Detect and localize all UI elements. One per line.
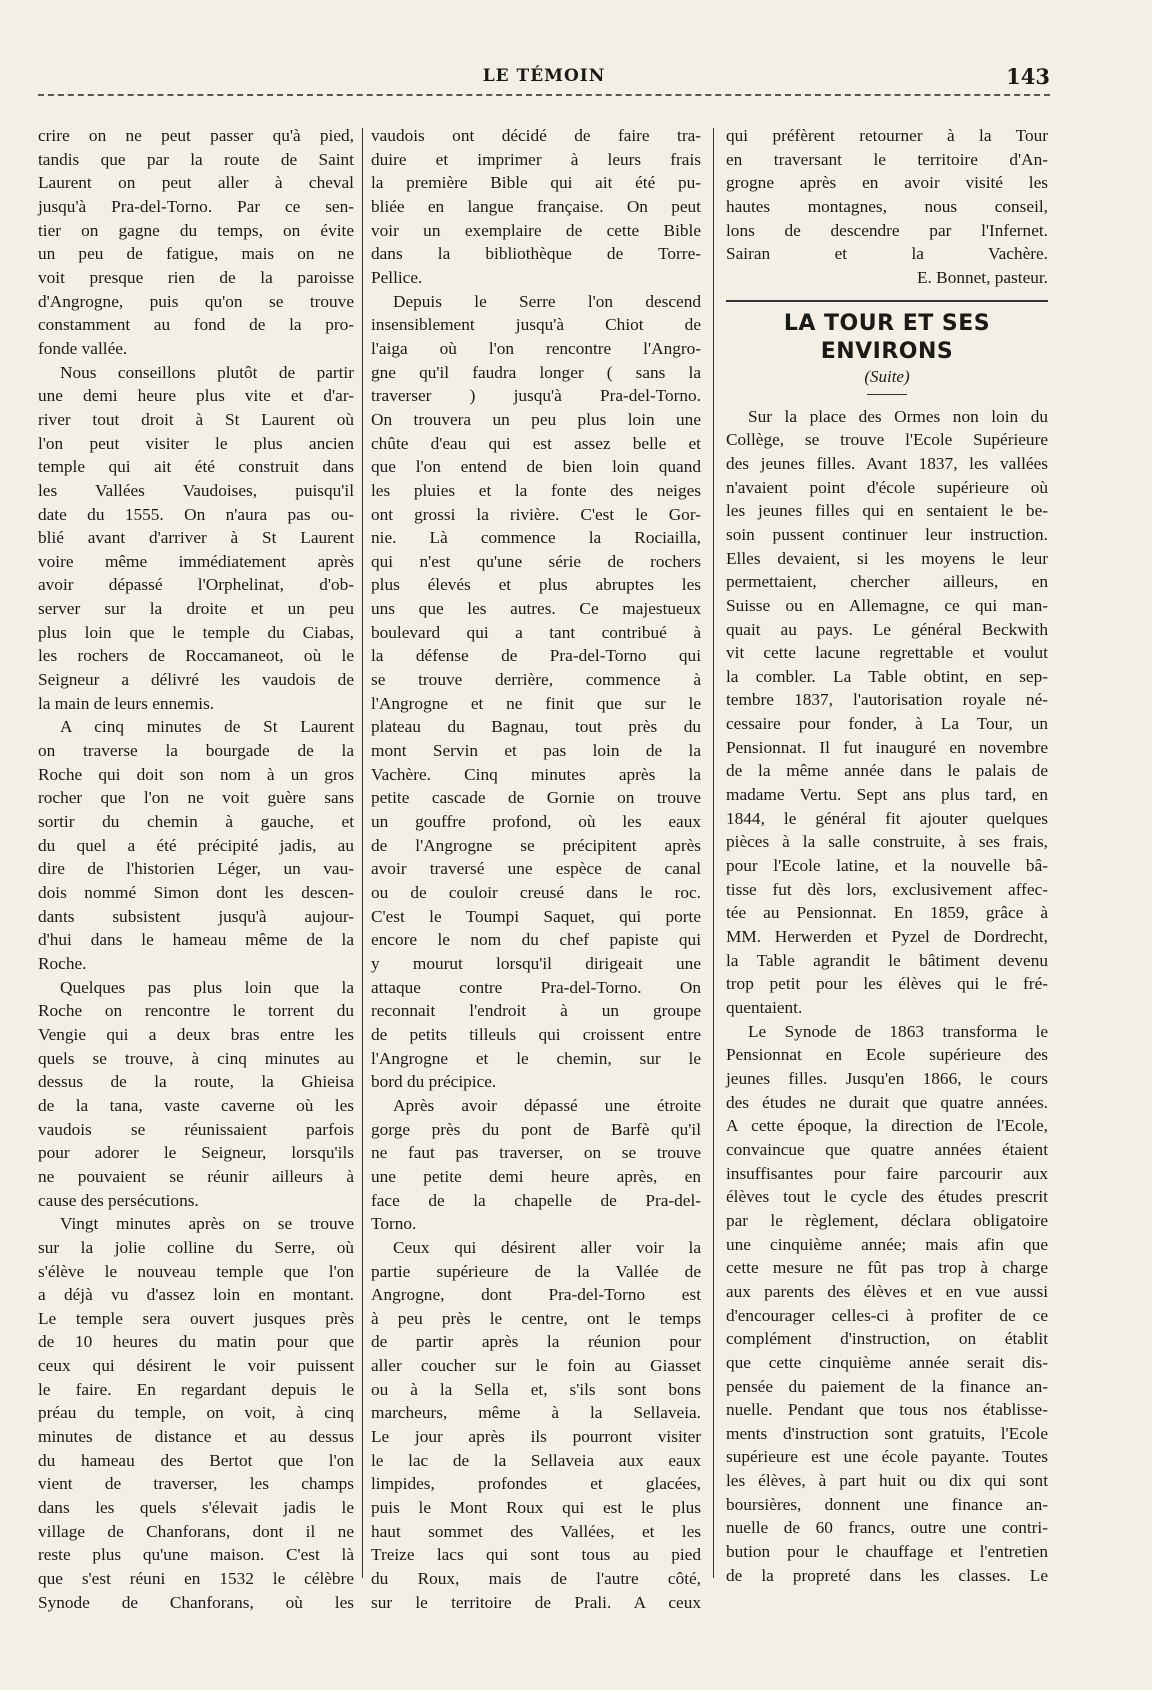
- text-line: vaudois se réunissaient parfois: [38, 1119, 354, 1139]
- text-line: Ceux qui désirent aller voir la: [393, 1237, 701, 1257]
- text-line: tier on gagne du temps, on évite: [38, 220, 354, 240]
- text-line: Pensionnat en Ecole supérieure des: [726, 1045, 1048, 1065]
- text-line: minutes de distance et au dessus: [38, 1427, 354, 1447]
- text-line: pour adorer le Seigneur, lorsqu'ils: [38, 1143, 354, 1163]
- text-line: quels se trouve, à cinq minutes au: [38, 1048, 354, 1068]
- text-line: A cette époque, la direction de l'Ecole,: [726, 1116, 1048, 1136]
- text-column-3: [726, 124, 1048, 1587]
- text-line: Laurent on peut aller à cheval: [38, 173, 354, 193]
- text-line: ou à la Sella et, s'ils sont bons: [371, 1379, 701, 1399]
- text-line: Roche.: [38, 953, 87, 973]
- text-line: dessus de la route, la Ghieisa: [38, 1072, 354, 1092]
- page-number: 143: [1006, 64, 1050, 89]
- text-line: l'Angrogne et le chemin, sur le: [371, 1048, 701, 1068]
- text-line: boulevard qui a tant contribué à: [371, 622, 701, 642]
- text-line: chûte d'eau qui est assez belle et: [371, 433, 701, 453]
- text-line: nuelle. Pendant que tous nos établisse-: [726, 1400, 1048, 1420]
- text-line: a déjà vu d'assez loin en montant.: [38, 1285, 354, 1305]
- text-line: nuelle de 60 francs, outre une contri-: [726, 1518, 1048, 1538]
- text-line: ne pouvaient se réunir ailleurs à: [38, 1166, 354, 1186]
- text-line: complément d'instruction, on établit: [726, 1329, 1048, 1349]
- text-line: sur la jolie colline du Serre, où: [38, 1237, 354, 1257]
- text-line: de la tana, vaste caverne où les: [38, 1095, 354, 1115]
- text-line: Roche qui doit son nom à un gros: [38, 764, 354, 784]
- column-divider: [362, 128, 363, 1578]
- text-line: Vachère. Cinq minutes après la: [371, 764, 701, 784]
- text-line: dants subsistent jusqu'à aujour-: [38, 906, 354, 926]
- text-line: tembre 1837, l'autorisation royale né-: [726, 690, 1048, 710]
- text-line: pièces à la salle construite, à ses frais,: [726, 832, 1048, 852]
- text-line: mont Servin et pas loin de la: [371, 741, 701, 761]
- text-line: Le jour après ils pourront visiter: [371, 1427, 701, 1447]
- text-line: la main de leurs ennemis.: [38, 693, 215, 713]
- text-column-2: [371, 124, 701, 1614]
- text-line: trop petit pour les élèves qui le fré-: [726, 974, 1048, 994]
- text-line: d'encourager celles-ci à profiter de ce: [726, 1305, 1048, 1325]
- text-line: voir un exemplaire de cette Bible: [371, 220, 701, 240]
- text-line: traverser ) jusqu'à Pra-del-Torno.: [371, 386, 701, 406]
- text-line: bord du précipice.: [371, 1072, 497, 1092]
- text-line: une demi heure plus vite et d'ar-: [38, 386, 354, 406]
- text-line: les pluies et la fonte des neiges: [371, 480, 701, 500]
- text-line: Après avoir dépassé une étroite: [393, 1095, 701, 1115]
- text-line: Pensionnat. Il fut inauguré en novembre: [726, 737, 1048, 757]
- text-line: temple qui ait été construit dans: [38, 457, 354, 477]
- text-line: des jeunes filles. Avant 1837, les vallées: [726, 453, 1048, 473]
- text-line: lons de descendre par l'Infernet.: [726, 220, 1048, 240]
- text-line: avoir traversé une espèce de canal: [371, 859, 701, 879]
- text-line: crire on ne peut passer qu'à pied,: [38, 126, 354, 145]
- text-line: insuffisantes pour faire parcourir aux: [726, 1163, 1048, 1183]
- text-line: Synode de Chanforans, où les: [38, 1592, 354, 1612]
- column-divider: [713, 128, 714, 1578]
- text-line: une cinquième année; mais afin que: [726, 1234, 1048, 1254]
- text-line: river tout droit à St Laurent où: [38, 409, 354, 429]
- text-line: soin pussent continuer leur instruction.: [726, 524, 1048, 544]
- text-line: le faire. En regardant depuis le: [38, 1379, 354, 1399]
- text-line: les rochers de Roccamaneot, où le: [38, 646, 354, 666]
- text-line: Vingt minutes après on se trouve: [60, 1214, 354, 1234]
- text-line: Sur la place des Ormes non loin du: [748, 406, 1048, 426]
- text-line: de 10 heures du matin pour que: [38, 1332, 354, 1352]
- text-line: les jeunes filles qui en sentaient le be-: [726, 501, 1048, 521]
- text-line: la défense de Pra-del-Torno qui: [371, 646, 701, 666]
- text-line: l'on peut visiter le plus ancien: [38, 433, 354, 453]
- text-line: gne qu'il faudra longer ( sans la: [371, 362, 701, 382]
- text-line: Suisse ou en Allemagne, ce qui man-: [726, 595, 1048, 615]
- text-line: de la propreté dans les classes. Le: [726, 1565, 1048, 1585]
- text-line: une petite demi heure après, en: [371, 1166, 701, 1186]
- text-line: pour l'Ecole latine, et la nouvelle bâ-: [726, 856, 1048, 876]
- text-line: un gouffre profond, où les eaux: [371, 812, 701, 832]
- text-line: uns que les autres. Ce majestueux: [371, 599, 701, 619]
- text-line: la Table agrandit le bâtiment devenu: [726, 950, 1048, 970]
- text-line: du hameau des Bertot que l'on: [38, 1450, 354, 1470]
- text-line: préau du temple, on voit, à cinq: [38, 1403, 354, 1423]
- text-line: bliée en langue française. On peut: [371, 196, 701, 216]
- text-line: sortir du chemin à gauche, et: [38, 812, 354, 832]
- text-line: Elles devaient, si les moyens le leur: [726, 548, 1048, 568]
- text-line: blié avant d'arriver à St Laurent: [38, 528, 354, 548]
- text-line: cessaire pour fonder, à La Tour, un: [726, 714, 1048, 734]
- text-line: limpides, profondes et glacées,: [371, 1474, 701, 1494]
- text-line: convaincue que quatre années étaient: [726, 1139, 1048, 1159]
- text-line: ou de couloir creusé dans le roc.: [371, 883, 701, 902]
- text-line: partie supérieure de la Vallée de: [371, 1261, 701, 1281]
- text-line: Vengie qui a deux bras entre les: [38, 1024, 354, 1044]
- text-line: par le règlement, déclara obligatoire: [726, 1210, 1048, 1230]
- text-line: se trouve derrière, commence à: [371, 670, 701, 690]
- text-line: haut sommet des Vallées, et les: [371, 1521, 701, 1541]
- text-line: gorge près du pont de Barfè qu'il: [371, 1119, 701, 1139]
- text-line: ne faut pas traverser, on se trouve: [371, 1143, 701, 1163]
- text-line: tée au Pensionnat. En 1859, grâce à: [726, 903, 1048, 923]
- section-divider: [726, 300, 1048, 302]
- text-line: Quelques pas plus loin que la: [60, 977, 354, 997]
- text-line: ont grossi la rivière. C'est le Gor-: [371, 504, 701, 524]
- article-body: [726, 405, 1048, 1588]
- text-line: petite cascade de Gornie on trouve: [371, 788, 701, 808]
- author-signature: E. Bonnet, pasteur.: [916, 267, 1048, 287]
- title-rule: [867, 394, 907, 395]
- text-line: Le temple sera ouvert jusques près: [38, 1308, 354, 1328]
- text-line: Roche on rencontre le torrent du: [38, 1001, 354, 1021]
- text-line: hautes montagnes, nous conseil,: [726, 196, 1048, 216]
- text-line: du Roux, mais de l'autre côté,: [371, 1569, 701, 1589]
- text-line: Depuis le Serre l'on descend: [393, 291, 701, 311]
- text-line: puis le Mont Roux qui est le plus: [371, 1498, 701, 1518]
- text-line: avoir dépassé l'Orphelinat, d'ob-: [38, 575, 354, 595]
- text-line: du quel a été précipité jadis, au: [38, 835, 354, 855]
- text-line: boursières, donnent une finance an-: [726, 1494, 1048, 1514]
- text-line: aux parents des élèves et en vue aussi: [726, 1281, 1048, 1301]
- text-line: n'avaient point d'école supérieure où: [726, 477, 1048, 497]
- text-line: dans la bibliothèque de Torre-: [371, 244, 701, 264]
- text-line: duire et imprimer à leurs frais: [371, 149, 701, 169]
- header-rule: [38, 94, 1050, 96]
- text-line: à peu près le centre, ont le temps: [371, 1308, 701, 1328]
- text-line: de l'Angrogne se précipitent après: [371, 835, 701, 855]
- text-line: des études ne durait que quatre années.: [726, 1092, 1048, 1112]
- text-line: dire de l'historien Léger, un vau-: [38, 859, 354, 879]
- text-line: tandis que par la route de Saint: [38, 149, 354, 169]
- text-line: Collège, se trouve l'Ecole Supérieure: [726, 430, 1048, 450]
- text-line: constamment au fond de la pro-: [38, 315, 354, 335]
- text-line: cause des persécutions.: [38, 1190, 199, 1210]
- text-line: qui préfèrent retourner à la Tour: [726, 126, 1048, 145]
- text-line: que s'est réuni en 1532 le célèbre: [38, 1569, 354, 1589]
- text-line: Nous conseillons plutôt de partir: [60, 362, 354, 382]
- text-line: un peu de fatigue, mais on ne: [38, 244, 354, 264]
- text-line: on traverse la bourgade de la: [38, 741, 354, 761]
- text-line: cette mesure ne fût pas trop à charge: [726, 1258, 1048, 1278]
- text-line: date du 1555. On n'aura pas ou-: [38, 504, 354, 524]
- text-line: village de Chanforans, dont il ne: [38, 1521, 354, 1541]
- text-line: le lac de la Sellaveia aux eaux: [371, 1450, 701, 1470]
- text-line: plateau du Bagnau, tout près du: [371, 717, 701, 737]
- text-line: bution pour le chauffage et l'entretien: [726, 1542, 1048, 1562]
- text-line: s'élève le nouveau temple que l'on: [38, 1261, 354, 1281]
- text-line: l'aiga où l'on rencontre l'Angro-: [371, 338, 701, 358]
- text-line: Treize lacs qui sont tous au pied: [371, 1545, 701, 1565]
- text-line: jusqu'à Pra-del-Torno. Par ce sen-: [38, 196, 354, 216]
- text-line: MM. Herwerden et Pyzel de Dordrecht,: [726, 927, 1048, 947]
- text-line: encore le nom du chef papiste qui: [371, 930, 701, 950]
- text-line: vient de traverser, les champs: [38, 1474, 354, 1494]
- text-line: pensée du paiement de la finance an-: [726, 1376, 1048, 1396]
- text-line: reconnait l'endroit à un groupe: [371, 1001, 701, 1021]
- text-line: plus élevés et plus abruptes les: [371, 575, 701, 595]
- text-line: tisse fut dès lors, exclusivement affec-: [726, 879, 1048, 899]
- text-line: la combler. La Table obtint, en sep-: [726, 666, 1048, 686]
- text-line: server sur la droite et un peu: [38, 599, 354, 619]
- text-line: Le Synode de 1863 transforma le: [748, 1021, 1048, 1041]
- text-line: d'Angrogne, puis qu'on se trouve: [38, 291, 354, 311]
- section-title: LA TOUR ET SES ENVIRONS: [783, 310, 991, 364]
- text-line: insensiblement jusqu'à Chiot de: [371, 315, 701, 335]
- text-line: quait au pays. Le général Beckwith: [726, 619, 1048, 639]
- text-line: C'est le Toumpi Saquet, qui porte: [371, 906, 701, 926]
- text-line: quentaient.: [726, 998, 803, 1017]
- text-line: plus loin que le temple du Ciabas,: [38, 622, 354, 642]
- text-line: la première Bible qui ait été pu-: [371, 173, 701, 193]
- text-line: sur le territoire de Prali. A ceux: [371, 1592, 701, 1612]
- article-ending: [726, 124, 1048, 266]
- text-line: Angrogne, dont Pra-del-Torno est: [371, 1285, 701, 1305]
- text-line: supérieure est une école payante. Toutes: [726, 1447, 1048, 1467]
- text-line: Seigneur a délivré les vaudois de: [38, 670, 354, 690]
- text-line: y mourut lorsqu'il dirigeait une: [371, 953, 701, 973]
- page-header: [38, 64, 1050, 98]
- section-subtitle: (Suite): [864, 366, 910, 386]
- text-line: aller coucher sur le foin au Giasset: [371, 1356, 701, 1376]
- text-line: les élèves, à part huit ou dix qui sont: [726, 1471, 1048, 1491]
- journal-title: LE TÉMOIN: [482, 66, 606, 86]
- text-line: Pellice.: [371, 267, 423, 287]
- text-line: de la même année dans le palais de: [726, 761, 1048, 781]
- text-line: Torno.: [371, 1214, 417, 1234]
- text-line: que l'on entend de bien loin quand: [371, 457, 701, 477]
- text-line: Sairan et la Vachère.: [726, 244, 1048, 264]
- text-line: en traversant le territoire d'An-: [726, 149, 1048, 169]
- text-line: que cette cinquième année serait dis-: [726, 1352, 1048, 1372]
- text-line: les Vallées Vaudoises, puisqu'il: [38, 480, 354, 500]
- text-line: On trouvera un peu plus loin une: [371, 409, 701, 429]
- text-line: ceux qui désirent le voir puissent: [38, 1356, 354, 1376]
- text-line: fonde vallée.: [38, 338, 128, 358]
- text-column-1: [38, 124, 354, 1614]
- text-line: attaque contre Pra-del-Torno. On: [371, 977, 701, 997]
- text-line: A cinq minutes de St Laurent: [60, 717, 354, 737]
- text-line: grogne après en avoir visité les: [726, 173, 1048, 193]
- text-line: vit cette lacune regrettable et voulut: [726, 643, 1048, 663]
- text-line: face de la chapelle de Pra-del-: [371, 1190, 701, 1210]
- text-line: voire même immédiatement après: [38, 551, 354, 571]
- text-line: madame Vertu. Sept ans plus tard, en: [726, 785, 1048, 805]
- text-line: qui n'est qu'une série de rochers: [371, 551, 701, 571]
- text-line: marcheurs, même à la Sellaveia.: [371, 1403, 701, 1423]
- text-line: dois nommé Simon dont les descen-: [38, 883, 354, 902]
- text-line: rocher que l'on ne voit guère sans: [38, 788, 354, 808]
- text-line: de partir après la réunion pour: [371, 1332, 701, 1352]
- text-line: vaudois ont décidé de faire tra-: [371, 126, 701, 145]
- text-line: l'Angrogne et ne finit que sur le: [371, 693, 701, 713]
- text-line: de petits tilleuls qui croissent entre: [371, 1024, 701, 1044]
- text-line: nie. Là commence la Rociailla,: [371, 528, 701, 548]
- text-line: élèves tout le cycle des études prescrit: [726, 1187, 1048, 1207]
- text-line: reste plus qu'une maison. C'est là: [38, 1545, 354, 1565]
- text-line: jeunes filles. Jusqu'en 1866, le cours: [726, 1068, 1048, 1088]
- text-line: permettaient, chercher ailleurs, en: [726, 572, 1048, 592]
- text-line: d'hui dans le hameau même de la: [38, 930, 354, 950]
- text-line: 1844, le général fit ajouter quelques: [726, 808, 1048, 828]
- text-line: voit presque rien de la paroisse: [38, 267, 354, 287]
- text-line: ments d'instruction sont gratuits, l'Ecole: [726, 1423, 1048, 1443]
- text-line: dans les quels s'élevait jadis le: [38, 1498, 354, 1518]
